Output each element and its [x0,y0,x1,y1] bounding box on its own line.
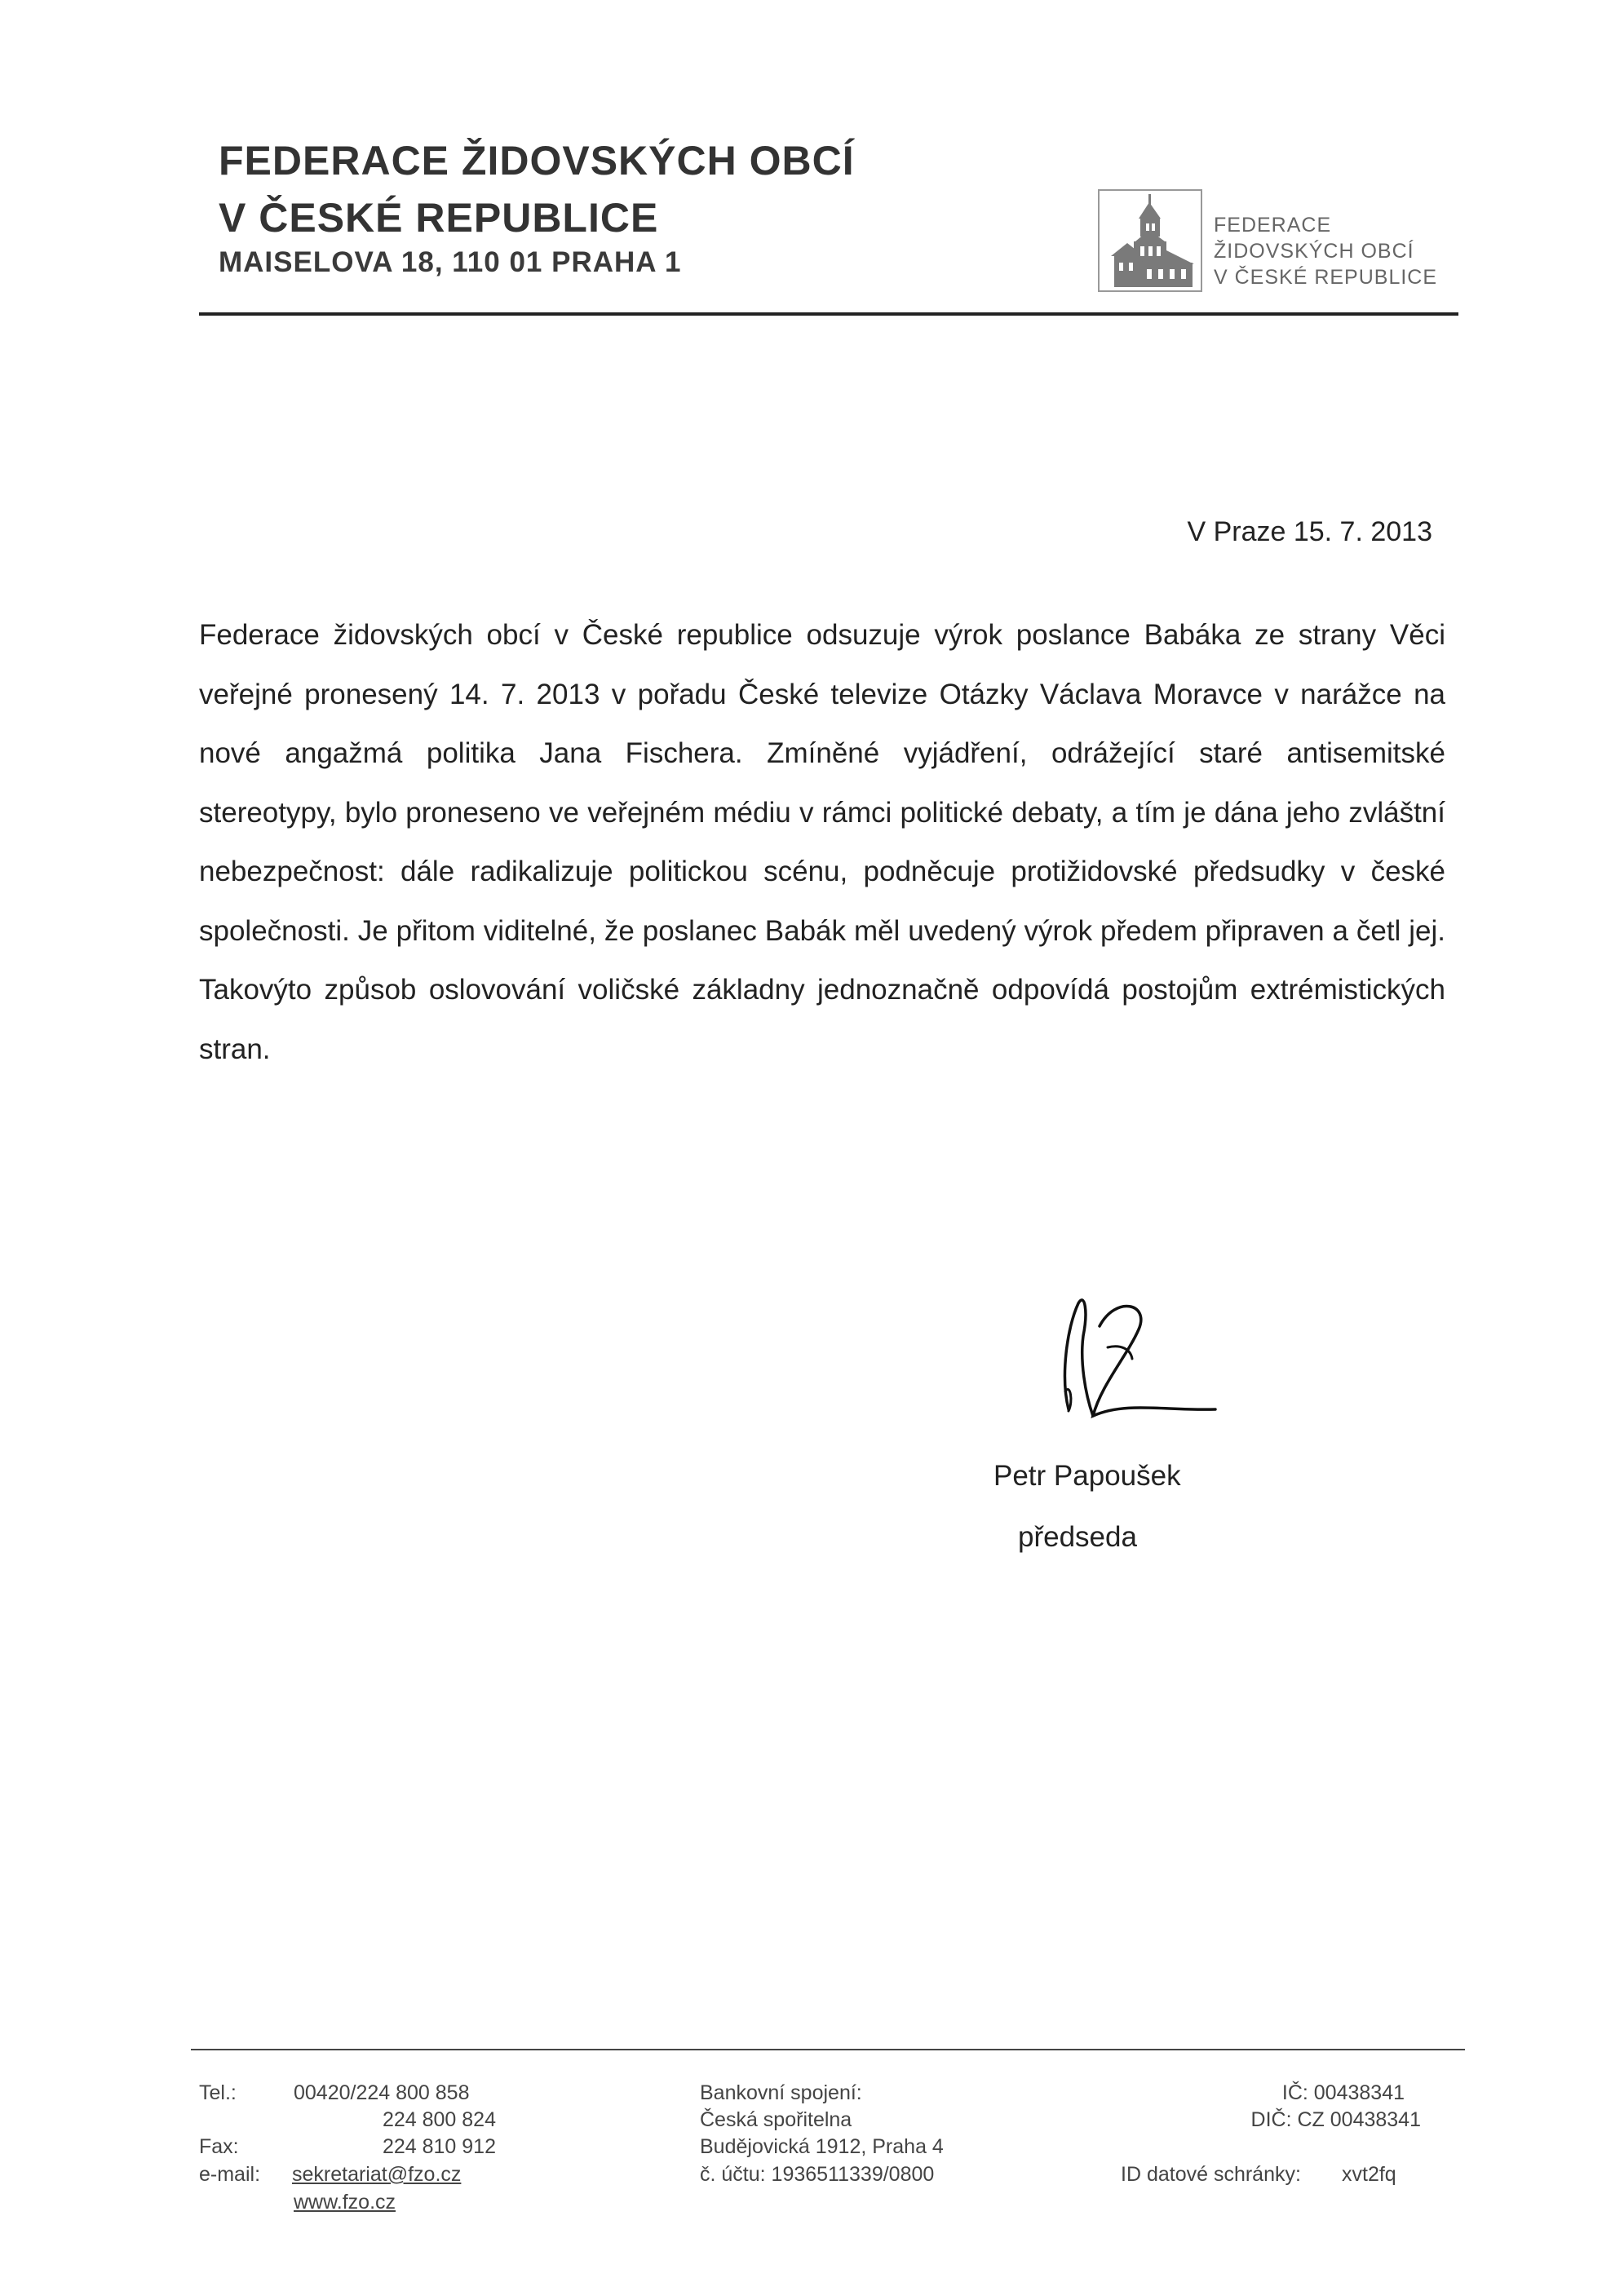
header-divider [199,312,1458,316]
fax-number: 224 810 912 [382,2135,496,2158]
databox-id: xvt2fq [1342,2163,1396,2186]
website-link[interactable]: www.fzo.cz [294,2191,396,2214]
signer-role: předseda [1018,1521,1137,1553]
org-name-line1: FEDERACE ŽIDOVSKÝCH OBCÍ [219,138,855,184]
letter-body: Federace židovských obcí v České republice odsuzuje výrok poslance Babáka ze strany Věci veřejné pronesený 14. 7. 2013 v pořadu České televize Otázky Václava Moravce v narážce na nové angažmá politika Jana Fischera. Zmíněné vyjádření, odrážející staré antisemitské stereotypy, bylo proneseno ve veřejném médiu v rámci politické debaty, a tím je dána jeho zvláštní nebezpečnost: dále radikalizuje politickou scénu, podněcuje protižidovské předsudky v české společnosti. Je přitom viditelné, že poslanec Babák měl uvedený výrok předem připraven a četl jej. Takovýto způsob oslovování voličské základny jednoznačně odpovídá postojům extrémistických stran. [199,619,1445,1065]
bank-account: č. účtu: 1936511339/0800 [700,2163,935,2186]
tel-number-2: 224 800 824 [382,2108,496,2131]
synagogue-tower-logo-icon [1098,189,1202,292]
synagogue-tower-icon [1100,191,1201,290]
bank-label: Bankovní spojení: [700,2081,862,2104]
bank-address: Budějovická 1912, Praha 4 [700,2135,944,2158]
logo-text-line3: V ČESKÉ REPUBLICE [1214,266,1438,289]
handwritten-signature-icon [1036,1279,1232,1434]
dic-number: DIČ: CZ 00438341 [1250,2108,1421,2131]
bank-name: Česká spořitelna [700,2108,852,2131]
email-label: e-mail: [199,2163,261,2186]
email-link[interactable]: sekretariat@fzo.cz [292,2163,462,2186]
org-address: MAISELOVA 18, 110 01 PRAHA 1 [219,246,682,278]
letter-date: V Praze 15. 7. 2013 [1187,516,1432,547]
logo-text-line2: ŽIDOVSKÝCH OBCÍ [1214,240,1414,263]
ic-number: IČ: 00438341 [1281,2081,1405,2104]
org-name-line2: V ČESKÉ REPUBLICE [219,195,659,241]
logo-text-line1: FEDERACE [1214,214,1332,237]
tel-number-1: 00420/224 800 858 [294,2081,470,2104]
tel-label: Tel.: [199,2081,237,2104]
databox-label: ID datové schránky: [1121,2163,1301,2186]
footer-divider [191,2049,1465,2050]
signer-name: Petr Papoušek [993,1460,1181,1492]
fax-label: Fax: [199,2135,239,2158]
